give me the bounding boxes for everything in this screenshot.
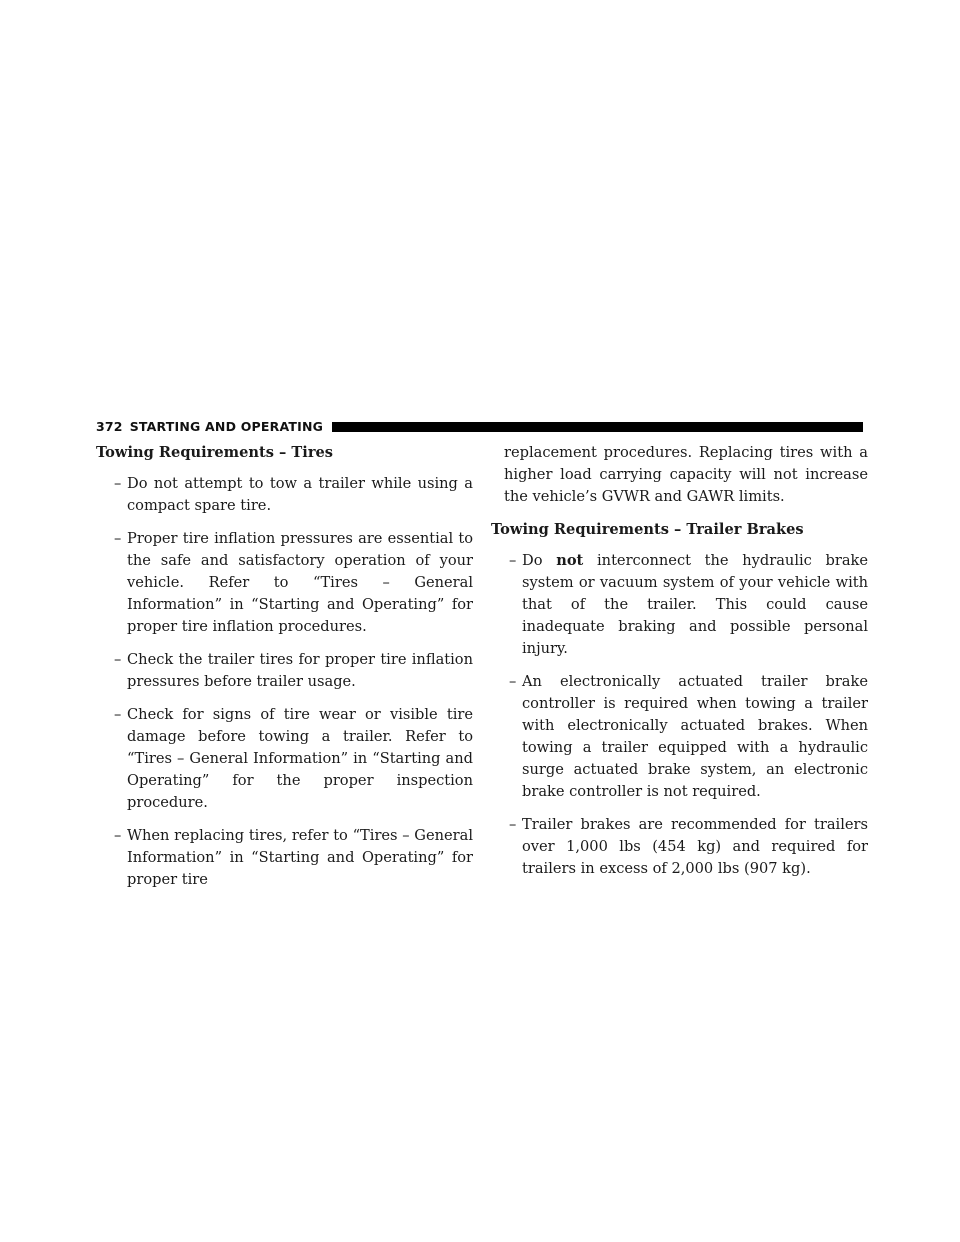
list-item: –Trailer brakes are recommended for trailers over 1,000 lbs (454 kg) and required for trailers in excess of 2,000 lbs (907 kg). [491, 814, 868, 880]
header-rule [332, 422, 863, 432]
dash-bullet [509, 671, 522, 693]
dash-bullet [114, 704, 127, 726]
dash-bullet [509, 550, 522, 572]
list-item: –Proper tire inflation pressures are essential to the safe and satisfactory operation of your vehicle. Refer to “Tires – General Information” in “Starting and Operating” for proper tire inflation procedures. [96, 528, 473, 638]
list-item: –Do not interconnect the hydraulic brake system or vacuum system of your vehicle with that of the trailer. This could cause inadequate braking and possible personal injury. [491, 550, 868, 660]
page-number: 372 [96, 418, 123, 434]
right-column [491, 442, 868, 891]
list-item: –Do not attempt to tow a trailer while using a compact spare tire. [96, 473, 473, 517]
dash-bullet [114, 825, 127, 847]
page-header [96, 418, 863, 434]
list-item: –An electronically actuated trailer brake controller is required when towing a trailer with electronically actuated brakes. When towing a trailer equipped with a hydraulic surge actuated brake system, an electronic brake controller is not required. [491, 671, 868, 803]
dash-bullet [114, 649, 127, 671]
dash-bullet [114, 473, 127, 495]
left-column [96, 442, 473, 902]
dash-bullet [114, 528, 127, 550]
list-item: –When replacing tires, refer to “Tires – General Information” in “Starting and Operating” for proper tire [96, 825, 473, 891]
tires-heading: Towing Requirements – Tires [96, 444, 334, 461]
list-item: –Check the trailer tires for proper tire inflation pressures before trailer usage. [96, 649, 473, 693]
emphasis-not: not [556, 552, 584, 569]
trailer-brakes-heading: Towing Requirements – Trailer Brakes [491, 521, 804, 538]
continued-paragraph: replacement procedures. Replacing tires with a higher load carrying capacity will not increase the vehicle’s GVWR and GAWR limits. [504, 444, 868, 505]
list-item: –Check for signs of tire wear or visible tire damage before towing a trailer. Refer to “Tires – General Information” in “Starting and Operating” for the proper inspection procedure. [96, 704, 473, 814]
dash-bullet [509, 814, 522, 836]
section-title: STARTING AND OPERATING [129, 418, 324, 434]
